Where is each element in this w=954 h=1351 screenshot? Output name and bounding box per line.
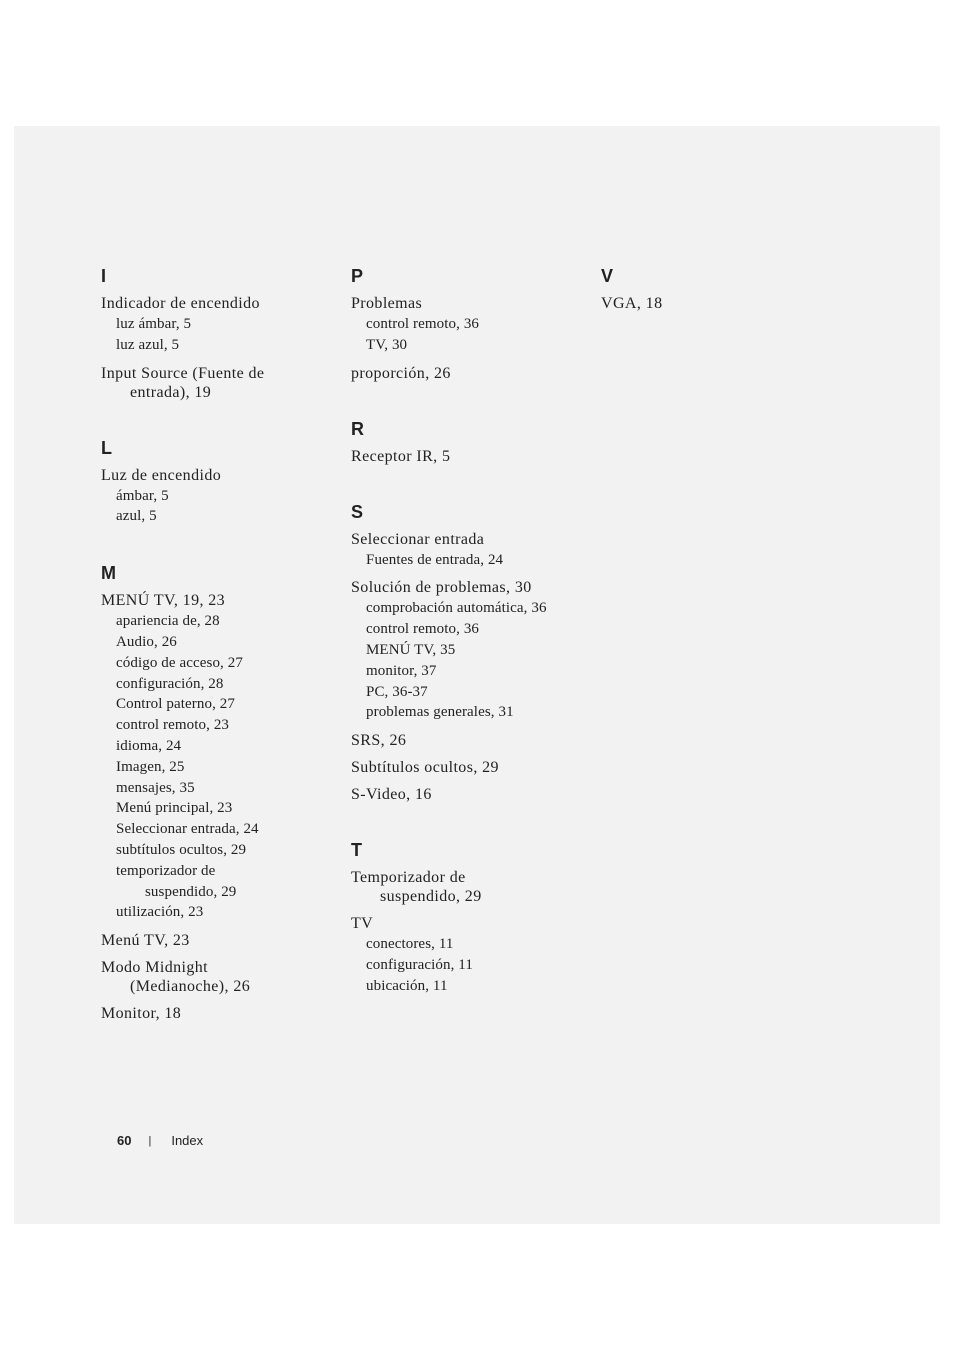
footer-separator: |	[148, 1135, 152, 1147]
index-entry-term: Problemas	[351, 295, 423, 312]
index-subentry-text: conectores, 11	[366, 936, 454, 953]
index-subentry	[101, 314, 331, 335]
index-column-3	[601, 264, 831, 321]
index-section-t	[351, 838, 581, 996]
index-entry-term: Temporizador de	[351, 869, 466, 887]
index-subentry	[351, 619, 581, 640]
index-entry-term: Seleccionar entrada	[351, 530, 485, 548]
page-number: 60	[117, 1133, 132, 1148]
index-subentry	[101, 506, 331, 527]
index-subentry-text: control remoto, 23	[116, 717, 230, 734]
index-subentry	[101, 736, 331, 757]
index-entry	[351, 868, 581, 906]
index-subentry-text: subtítulos ocultos, 29	[116, 841, 247, 858]
index-subentry	[101, 757, 331, 778]
index-entry-term: VGA, 18	[601, 295, 663, 312]
index-subentry	[101, 611, 331, 632]
index-section-l	[101, 436, 331, 528]
index-entry-continuation: entrada), 19	[130, 383, 212, 401]
index-subentry-text: idioma, 24	[116, 737, 182, 754]
index-subentry	[351, 682, 581, 703]
index-subentry	[101, 819, 331, 840]
index-subentry-text: configuración, 28	[116, 675, 224, 692]
index-subentry-text: Imagen, 25	[116, 758, 185, 775]
index-subentry-text: azul, 5	[116, 508, 157, 525]
index-entry	[101, 591, 331, 923]
index-entry	[101, 958, 331, 996]
page-footer	[117, 1132, 203, 1150]
section-letter: L	[101, 437, 112, 458]
index-subentry	[101, 778, 331, 799]
index-subentry	[101, 798, 331, 819]
index-subentry	[351, 702, 581, 723]
index-entry	[351, 785, 581, 804]
section-letter: V	[601, 266, 614, 286]
index-subentry-text: configuración, 11	[366, 956, 473, 973]
section-letter: P	[351, 266, 364, 286]
index-subentry-text: Control paterno, 27	[116, 696, 235, 713]
index-subentry-text: TV, 30	[366, 336, 408, 353]
index-subentry-text: Seleccionar entrada, 24	[116, 821, 259, 838]
index-entry	[101, 364, 331, 402]
index-entry-term: Indicador de encendido	[101, 295, 260, 312]
index-entry-term: S-Video, 16	[351, 786, 432, 804]
section-letter: S	[351, 501, 364, 522]
index-entry-term: Solución de problemas, 30	[351, 579, 532, 597]
index-subentry	[351, 640, 581, 661]
index-subentry-text: comprobación automática, 36	[366, 600, 547, 617]
index-subentry	[101, 653, 331, 674]
index-subentry-text: mensajes, 35	[116, 779, 195, 796]
index-entry-continuation: suspendido, 29	[380, 888, 482, 906]
index-entry	[351, 731, 581, 750]
index-entry	[601, 294, 831, 313]
index-section-r	[351, 417, 581, 466]
index-entry	[351, 447, 581, 466]
index-entry-term: Menú TV, 23	[101, 932, 190, 950]
index-subentry	[351, 955, 581, 976]
index-subentry-text: control remoto, 36	[366, 621, 480, 638]
index-subentry	[351, 934, 581, 955]
index-entry	[351, 364, 581, 383]
section-letter: R	[351, 418, 364, 439]
index-entry	[351, 914, 581, 996]
index-subentry-text: ámbar, 5	[116, 487, 169, 504]
index-entry	[101, 931, 331, 950]
index-entry	[351, 578, 581, 723]
index-subentry	[351, 550, 581, 571]
index-subentry	[101, 861, 331, 903]
index-subentry-continuation: suspendido, 29	[145, 883, 237, 900]
index-subentry	[351, 314, 581, 335]
index-subentry-text: Audio, 26	[116, 633, 177, 650]
index-entry	[101, 466, 331, 528]
index-column-2	[351, 264, 581, 1005]
index-entry-term: Subtítulos ocultos, 29	[351, 759, 499, 777]
index-entry	[351, 758, 581, 777]
index-subentry	[101, 632, 331, 653]
section-letter: T	[351, 840, 362, 861]
index-entry-term: Luz de encendido	[101, 466, 222, 484]
index-entry-term: TV	[351, 915, 374, 933]
index-entry	[351, 294, 581, 356]
index-subentry-text: monitor, 37	[366, 662, 437, 679]
index-subentry-text: Menú principal, 23	[116, 800, 233, 817]
footer-section-name: Index	[171, 1133, 204, 1148]
index-subentry	[101, 674, 331, 695]
index-entry-term: SRS, 26	[351, 732, 407, 750]
index-subentry	[351, 976, 581, 997]
index-subentry-text: apariencia de, 28	[116, 613, 220, 630]
index-subentry-text: código de acceso, 27	[116, 654, 243, 671]
index-section-s	[351, 500, 581, 805]
index-subentry-text: luz ámbar, 5	[116, 316, 192, 332]
index-subentry	[101, 715, 331, 736]
index-subentry-text: MENÚ TV, 35	[366, 641, 456, 658]
index-subentry-text: luz azul, 5	[116, 336, 180, 353]
index-subentry-text: Fuentes de entrada, 24	[366, 551, 504, 568]
index-subentry	[351, 335, 581, 356]
index-entry-term: Input Source (Fuente de	[101, 364, 265, 382]
index-section-i	[101, 264, 331, 402]
index-subentry-text: utilización, 23	[116, 904, 204, 921]
index-entry	[351, 530, 581, 571]
index-subentry-text: temporizador de	[116, 862, 216, 879]
index-entry-term: Modo Midnight	[101, 959, 208, 977]
index-subentry	[101, 902, 331, 923]
index-entry-term: Receptor IR, 5	[351, 447, 451, 465]
index-entry-term: Monitor, 18	[101, 1005, 182, 1023]
index-subentry-text: ubicación, 11	[366, 977, 448, 994]
index-subentry	[351, 661, 581, 682]
section-letter: I	[101, 266, 107, 286]
index-section-m	[101, 561, 331, 1023]
index-entry	[101, 294, 331, 356]
index-subentry	[101, 840, 331, 861]
index-subentry-text: control remoto, 36	[366, 316, 480, 332]
index-section-p	[351, 264, 581, 383]
index-column-1	[101, 264, 331, 1031]
index-subentry	[101, 694, 331, 715]
index-subentry-text: PC, 36-37	[366, 683, 428, 700]
index-entry-continuation: (Medianoche), 26	[130, 978, 251, 996]
index-entry-term: proporción, 26	[351, 364, 451, 382]
index-entry-term: MENÚ TV, 19, 23	[101, 592, 226, 610]
index-subentry	[101, 486, 331, 507]
section-letter: M	[101, 563, 116, 584]
index-subentry-text: problemas generales, 31	[366, 704, 514, 721]
index-section-v	[601, 264, 831, 313]
index-subentry	[351, 598, 581, 619]
index-entry	[101, 1004, 331, 1023]
index-subentry	[101, 335, 331, 356]
